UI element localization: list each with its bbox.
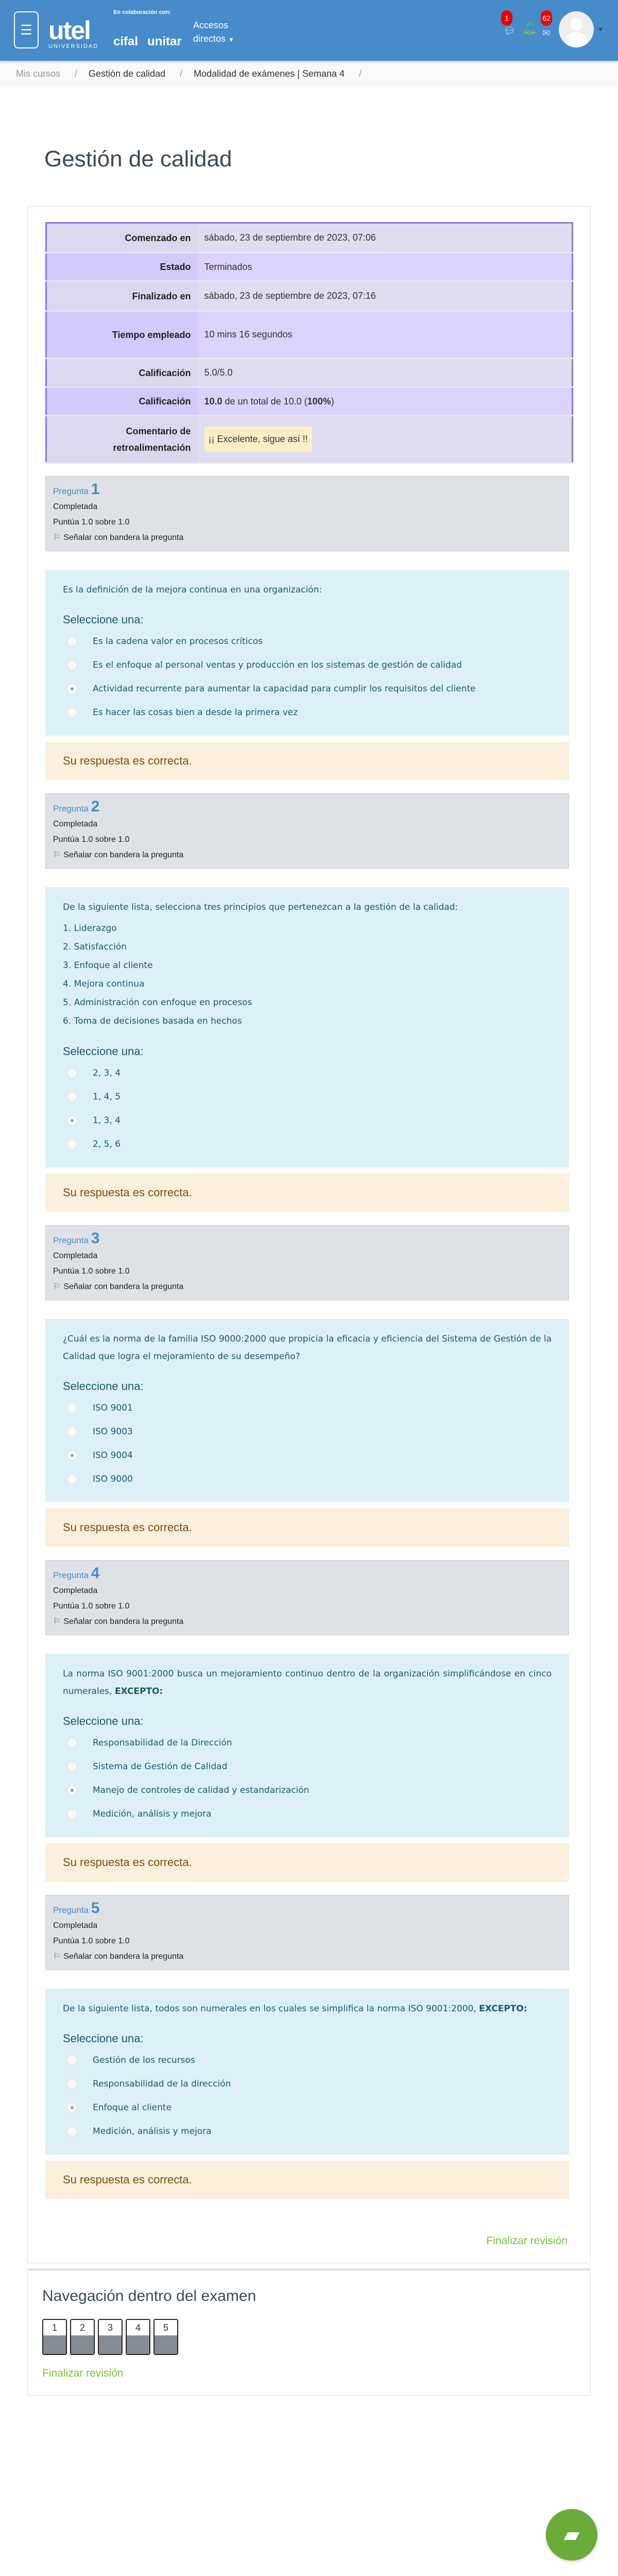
radio-unselected[interactable] — [67, 2079, 77, 2089]
caret-down-icon: ▼ — [228, 36, 234, 43]
question-grade: Puntúa 1.0 sobre 1.0 — [53, 1937, 130, 1945]
answer-option[interactable]: 2, 5, 6 — [63, 1132, 552, 1156]
answer-option[interactable]: Medición, análisis y mejora — [63, 1802, 552, 1826]
answer-feedback: Su respuesta es correcta. — [45, 742, 569, 780]
radio-unselected[interactable] — [67, 1738, 77, 1748]
mail-badge: 62 — [541, 10, 552, 26]
answer-option[interactable]: Es la cadena valor en procesos críticos — [63, 630, 552, 653]
principle-item: 5. Administración con enfoque en procesos — [63, 997, 252, 1008]
principle-item: 4. Mejora continua — [63, 979, 145, 989]
user-avatar[interactable] — [559, 11, 594, 47]
utel-logo[interactable]: utel UNIVERSIDAD — [48, 16, 99, 49]
flag-question-link[interactable]: ⚐ Señalar con bandera la pregunta — [53, 530, 561, 546]
question-text: ¿Cuál es la norma de la familia ISO 9000:2000 que propicia la eficacia y eficiencia del Sistema de Gestión de la Calidad que logra el mejoramiento de su desempeño? — [63, 1334, 552, 1362]
question-grade: Puntúa 1.0 sobre 1.0 — [53, 835, 130, 844]
quiz-navigation-block — [27, 2268, 591, 2396]
question-content — [45, 887, 569, 1167]
question-info: Pregunta 2 Completada Puntúa 1.0 sobre 1.0 ⚐ Señalar con bandera la pregunta — [45, 793, 569, 869]
answer-option[interactable]: ISO 9004 — [63, 1444, 552, 1467]
answer-option[interactable]: 1, 4, 5 — [63, 1085, 552, 1109]
question-1 — [45, 476, 569, 780]
collab-label: En colaboración con: — [113, 9, 171, 15]
answer-option[interactable]: Es hacer las cosas bien a desde la primera vez — [63, 701, 552, 724]
feedback-comment: ¡¡ Excelente, sigue así !! — [204, 427, 312, 452]
select-one-label: Seleccione una: — [63, 2032, 144, 2045]
radio-unselected[interactable] — [67, 660, 77, 670]
review-card — [27, 206, 591, 2263]
nav-question-5[interactable]: 5 — [153, 2319, 178, 2355]
menu-toggle-button[interactable] — [14, 11, 39, 48]
flag-icon: ⚐ — [53, 1617, 61, 1626]
principle-item: 2. Satisfacción — [63, 942, 127, 952]
radio-unselected[interactable] — [67, 1403, 77, 1413]
flag-icon: ⚐ — [53, 533, 61, 542]
radio-selected[interactable] — [67, 1785, 77, 1795]
radio-selected[interactable] — [67, 1450, 77, 1461]
question-content — [45, 1989, 569, 2155]
chat-icon: ▰ — [563, 2523, 580, 2546]
page-title: Gestión de calidad — [44, 146, 232, 172]
principle-item: 6. Toma de decisiones basada en hechos — [63, 1016, 242, 1026]
radio-unselected[interactable] — [67, 707, 77, 718]
answer-option[interactable]: Es el enfoque al personal ventas y producción en los sistemas de gestión de calidad — [63, 653, 552, 677]
radio-unselected[interactable] — [67, 1139, 77, 1149]
attempt-summary-table: Comenzado en sábado, 23 de septiembre de 2023, 07:06 Estado Terminados Finalizado en sábado, 23 de septiembre de 2023, 07:16 Tiempo empleado 10 mins 16 segundos Calificación 5.0/5.0 Calificación 10.0 de un total de 10.0 (100%) Comentario de retroalimentación ¡¡ Excelente, sigue así !! — [45, 222, 573, 464]
radio-unselected[interactable] — [67, 2055, 77, 2065]
select-one-label: Seleccione una: — [63, 613, 144, 626]
radio-unselected[interactable] — [67, 1761, 77, 1772]
flag-icon: ⚐ — [53, 851, 61, 859]
unitar-logo: unitar — [147, 35, 182, 48]
question-text: Es la definición de la mejora continua en una organización: — [63, 585, 322, 595]
answer-option[interactable]: Medición, análisis y mejora — [63, 2120, 552, 2143]
question-state: Completada — [53, 502, 98, 511]
principle-item: 3. Enfoque al cliente — [63, 960, 153, 971]
answer-feedback: Su respuesta es correcta. — [45, 1843, 569, 1882]
question-4 — [45, 1560, 569, 1882]
question-grade: Puntúa 1.0 sobre 1.0 — [53, 518, 130, 527]
question-state: Completada — [53, 1586, 98, 1595]
answer-option[interactable]: Gestión de los recursos — [63, 2048, 552, 2072]
question-info: Pregunta 3 Completada Puntúa 1.0 sobre 1.0 ⚐ Señalar con bandera la pregunta — [45, 1225, 569, 1300]
radio-unselected[interactable] — [67, 1474, 77, 1484]
answer-option[interactable]: Enfoque al cliente — [63, 2096, 552, 2120]
radio-selected[interactable] — [67, 1115, 77, 1126]
accesos-directos-dropdown[interactable]: Accesos directos ▼ — [193, 20, 234, 44]
select-one-label: Seleccione una: — [63, 1380, 144, 1393]
radio-unselected[interactable] — [67, 1068, 77, 1078]
top-navbar — [0, 0, 618, 61]
question-grade: Puntúa 1.0 sobre 1.0 — [53, 1602, 130, 1611]
question-info: Pregunta 4 Completada Puntúa 1.0 sobre 1.0 ⚐ Señalar con bandera la pregunta — [45, 1560, 569, 1635]
radio-unselected[interactable] — [67, 1427, 77, 1437]
bell-icon[interactable]: 🔔︎ — [522, 21, 538, 35]
nav-question-2[interactable]: 2 — [70, 2319, 95, 2355]
answer-feedback: Su respuesta es correcta. — [45, 2161, 569, 2199]
question-state: Completada — [53, 820, 98, 828]
answer-feedback: Su respuesta es correcta. — [45, 1174, 569, 1212]
finish-review-link[interactable]: Finalizar revisión — [486, 2235, 568, 2247]
messages-badge: 1 — [501, 10, 512, 26]
question-grade: Puntúa 1.0 sobre 1.0 — [53, 1267, 130, 1276]
question-state: Completada — [53, 1251, 98, 1260]
hamburger-icon: ☰ — [20, 22, 32, 38]
nav-question-4[interactable]: 4 — [126, 2319, 150, 2355]
answer-option[interactable]: Sistema de Gestión de Calidad — [63, 1755, 552, 1778]
flag-question-link[interactable]: ⚐ Señalar con bandera la pregunta — [53, 1949, 561, 1964]
answer-option[interactable]: ISO 9001 — [63, 1396, 552, 1420]
answer-option[interactable]: Manejo de controles de calidad y estandarización — [63, 1778, 552, 1802]
question-text: De la siguiente lista, todos son numerales en los cuales se simplifica la norma ISO 9001:2000, EXCEPTO: — [63, 2004, 527, 2014]
flag-icon: ⚐ — [53, 1282, 61, 1291]
radio-selected[interactable] — [67, 2103, 77, 2113]
answer-option[interactable]: Actividad recurrente para aumentar la capacidad para cumplir los requisitos del cliente — [63, 677, 552, 701]
answer-option[interactable]: Responsabilidad de la Dirección — [63, 1731, 552, 1755]
breadcrumb: Mis cursos / Gestión de calidad / Modalidad de exámenes | Semana 4 / — [0, 61, 618, 87]
quiz-navigation-title: Navegación dentro del examen — [42, 2287, 256, 2304]
answer-feedback: Su respuesta es correcta. — [45, 1509, 569, 1547]
radio-unselected[interactable] — [67, 1809, 77, 1819]
question-info: Pregunta 1 Completada Puntúa 1.0 sobre 1.0 ⚐ Señalar con bandera la pregunta — [45, 476, 569, 551]
nav-question-3[interactable]: 3 — [98, 2319, 123, 2355]
radio-unselected[interactable] — [67, 636, 77, 647]
user-menu-caret-icon[interactable]: ▼ — [597, 26, 604, 33]
chat-support-button[interactable] — [546, 2509, 597, 2561]
flag-question-link[interactable]: ⚐ Señalar con bandera la pregunta — [53, 848, 561, 863]
question-state: Completada — [53, 1921, 98, 1930]
question-info: Pregunta 5 Completada Puntúa 1.0 sobre 1.0 ⚐ Señalar con bandera la pregunta — [45, 1895, 569, 1970]
breadcrumb-mis-cursos[interactable]: Mis cursos — [16, 68, 61, 79]
answer-option[interactable]: 1, 3, 4 — [63, 1109, 552, 1132]
flag-question-link[interactable]: ⚐ Señalar con bandera la pregunta — [53, 1279, 561, 1295]
select-one-label: Seleccione una: — [63, 1045, 144, 1058]
question-text: La norma ISO 9001:2000 busca un mejoramiento continuo dentro de la organización simplificándose en cinco numerales, EXCEPTO: — [63, 1669, 552, 1697]
flag-icon: ⚐ — [53, 1952, 61, 1961]
answer-option[interactable]: ISO 9000 — [63, 1467, 552, 1491]
answer-option[interactable]: 2, 3, 4 — [63, 1061, 552, 1085]
question-content — [45, 1654, 569, 1837]
radio-unselected[interactable] — [67, 2126, 77, 2137]
breadcrumb-section[interactable]: Modalidad de exámenes | Semana 4 — [194, 68, 345, 79]
answer-option[interactable]: ISO 9003 — [63, 1420, 552, 1444]
nav-question-1[interactable]: 1 — [42, 2319, 67, 2355]
question-content — [45, 570, 569, 736]
question-5 — [45, 1895, 569, 2199]
breadcrumb-course[interactable]: Gestión de calidad — [89, 68, 166, 79]
radio-unselected[interactable] — [67, 1092, 77, 1102]
principle-item: 1. Liderazgo — [63, 923, 117, 934]
flag-question-link[interactable]: ⚐ Señalar con bandera la pregunta — [53, 1614, 561, 1630]
envelope-icon[interactable]: ✉ — [542, 28, 551, 38]
nav-finish-review-link[interactable]: Finalizar revisión — [42, 2367, 124, 2379]
cifal-logo: cifal — [113, 35, 139, 48]
question-3 — [45, 1225, 569, 1547]
question-text: De la siguiente lista, selecciona tres principios que pertenezcan a la gestión de la calidad: — [63, 902, 458, 912]
question-2 — [45, 793, 569, 1212]
question-content — [45, 1319, 569, 1502]
chat-bubble-icon[interactable]: 💬︎ — [504, 26, 516, 36]
select-one-label: Seleccione una: — [63, 1715, 144, 1727]
answer-option[interactable]: Responsabilidad de la dirección — [63, 2072, 552, 2096]
partner-logos — [113, 21, 182, 49]
radio-selected[interactable] — [67, 684, 77, 694]
